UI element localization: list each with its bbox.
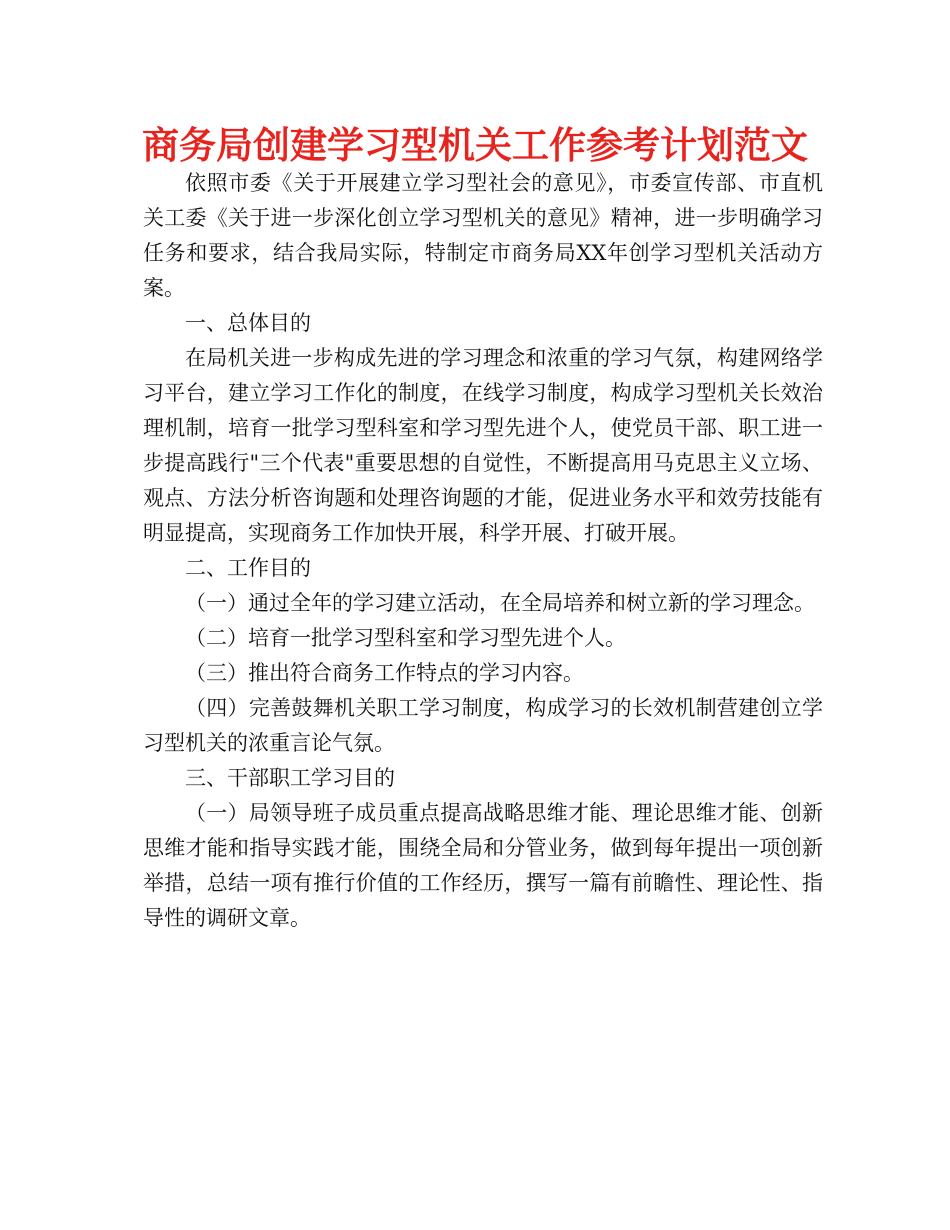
document-body [143,166,823,936]
document-title: 商务局创建学习型机关工作参考计划范文 [142,124,808,167]
work-goal-item: （一）通过全年的学习建立活动，在全局培养和树立新的学习理念。 [185,591,815,615]
work-goal-item: （二）培育一批学习型科室和学习型先进个人。 [185,626,626,650]
staff-learning-goal-item: （一）局领导班子成员重点提高战略思维才能、理论思维才能、创新思维才能和指导实践才能，围绕全局和分管业务，做到每年提出一项创新举措，总结一项有推行价值的工作经历，撰写一篇有前瞻性、理论性、指导性的调研文章。 [143,801,823,930]
section-overall-goal-text: 在局机关进一步构成先进的学习理念和浓重的学习气氛，构建网络学习平台，建立学习工作化的制度，在线学习制度，构成学习型机关长效治理机制，培育一批学习型科室和学习型先进个人，使党员干部、职工进一步提高践行"三个代表"重要思想的自觉性，不断提高用马克思主义立场、观点、方法分析咨询题和处理咨询题的才能，促进业务水平和效劳技能有明显提高，实现商务工作加快开展，科学开展、打破开展。 [143,346,823,545]
section-heading-staff-learning-goal: 三、干部职工学习目的 [185,766,395,790]
section-heading-work-goal: 二、工作目的 [185,556,311,580]
work-goal-item: （三）推出符合商务工作特点的学习内容。 [185,661,584,685]
work-goal-item: （四）完善鼓舞机关职工学习制度，构成学习的长效机制营建创立学习型机关的浓重言论气氛。 [143,696,823,755]
section-heading-overall-goal: 一、总体目的 [185,311,311,335]
intro-paragraph: 依照市委《关于开展建立学习型社会的意见》，市委宣传部、市直机关工委《关于进一步深化创立学习型机关的意见》精神，进一步明确学习任务和要求，结合我局实际，特制定市商务局XX年创学习型机关活动方案。 [143,171,823,300]
